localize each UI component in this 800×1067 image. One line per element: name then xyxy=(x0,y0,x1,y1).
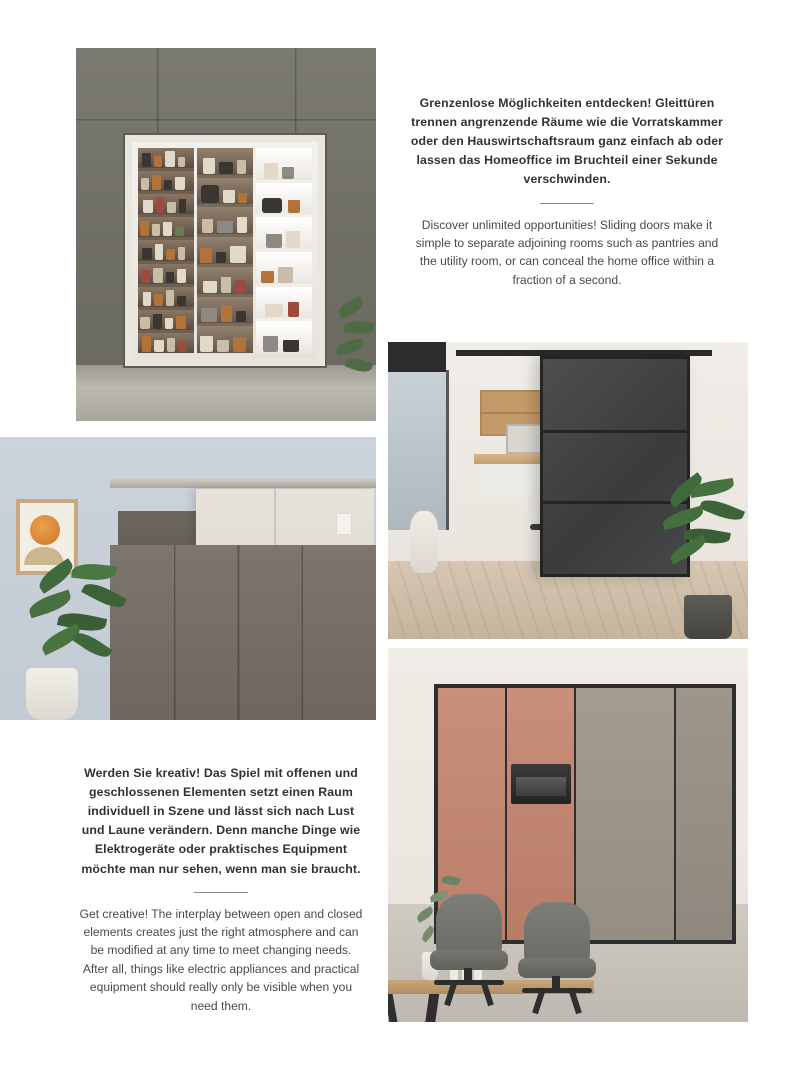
image-pantry xyxy=(76,48,376,421)
living-door-rail xyxy=(110,479,376,488)
pantry-plant xyxy=(334,291,376,387)
pantry-shelf-column-middle xyxy=(197,148,253,353)
image-dining-kitchen xyxy=(388,648,748,1022)
dining-chair-left xyxy=(428,894,512,1006)
dining-chair-right xyxy=(516,902,600,1014)
text-block-top xyxy=(408,82,726,301)
pantry-shelf-column-right xyxy=(256,148,312,353)
office-window xyxy=(388,370,449,530)
headline-german-bottom: Werden Sie kreativ! Das Spiel mit offenen und geschlossenen Elementen setzt einen Raum individuell in Szene und lässt sich nach Lust und Laune verändern. Denn manche Dinge wie Elektrogeräte oder praktisches Equipment möchte man nur sehen, wenn man sie braucht. xyxy=(81,766,361,876)
headline-german-top: Grenzenlose Möglichkeiten entdecken! Gleittüren trennen angrenzende Räume wie die Vorratskammer oder den Hauswirtschaftsraum ganz einfach ab oder lassen das Homeoffice im Bruchteil einer Sekunde verschwinden. xyxy=(410,96,724,187)
dining-front-grey-right xyxy=(676,688,732,940)
office-floor-vase xyxy=(410,511,438,573)
headline-english-top: Discover unlimited opportunities! Sliding doors make it simple to separate adjoining rooms such as pantries and the utility room, or can conceal the home office within a fraction of a second. xyxy=(415,217,719,287)
living-light-switch xyxy=(336,513,352,535)
pantry-opening xyxy=(132,142,318,359)
image-living-sliding-panel xyxy=(0,437,376,720)
pantry-floor xyxy=(76,365,376,421)
office-plant-pot xyxy=(684,595,732,639)
image-home-office xyxy=(388,342,748,639)
divider-top xyxy=(540,203,594,204)
headline-english-bottom: Get creative! The interplay between open and closed elements creates just the right atmosphere and can be modified at any time to meet changing needs. After all, things like electric appliances and practical equipment should really only be visible when you need them. xyxy=(79,906,363,1013)
pantry-shelf-column-left xyxy=(138,148,194,353)
text-block-bottom xyxy=(78,752,364,1027)
dining-built-in-oven xyxy=(511,764,570,804)
divider-bottom xyxy=(194,892,248,893)
pantry-shelving xyxy=(138,148,312,353)
living-plant-pot xyxy=(26,668,78,720)
living-cabinet-run xyxy=(110,545,376,720)
